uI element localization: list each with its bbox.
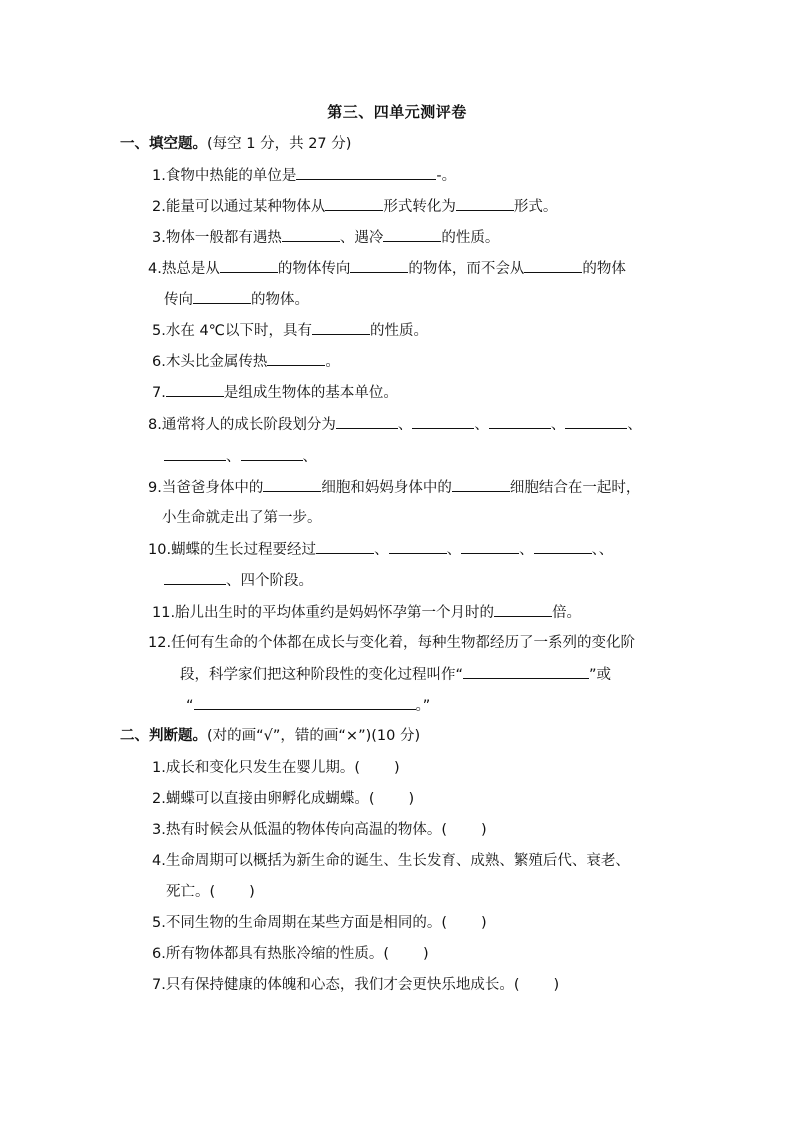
q7-text: 是组成生物体的基本单位。 [223,385,398,401]
section2-note: (对的画“√”，错的画“×”)(10 分) [207,728,421,744]
q12-text-3: ”或 [589,667,612,683]
q12-text-4: “ [186,698,194,714]
judge-3 [152,820,487,840]
q10-sep: 、 [374,542,389,558]
q10-sep: 、 [519,542,534,558]
q2-text-end: 形式。 [513,199,558,215]
section1-title: 一、填空题。 [120,136,207,152]
q4-text: 热总是从 [161,261,220,277]
q8-sep: 、 [302,449,317,465]
judge-6-text: 6.所有物体都具有热胀冷缩的性质。( [152,946,389,962]
question-2 [152,196,557,217]
q6-text: 木头比金属传热 [165,354,268,370]
q6-blank[interactable] [267,351,325,366]
q10-blank-4[interactable] [534,539,592,554]
q12-text-5: 。” [415,698,431,714]
q2-blank-1[interactable] [325,196,383,211]
q4-text-2: 的物体传向 [277,261,351,277]
judge-4-text-cont: 死亡。( [166,884,216,900]
question-12 [148,633,635,653]
section1-note: (每空 1 分，共 27 分) [207,136,352,152]
q2-text-mid: 形式转化为 [383,199,456,215]
q9-text: 当爸爸身体中的 [161,480,264,496]
question-8 [148,414,642,435]
q12-blank-1[interactable] [463,664,589,679]
q7-number: 7. [152,385,166,401]
q8-blank-5[interactable] [164,446,226,461]
q9-blank-2[interactable] [452,477,510,492]
q6-number: 6. [152,354,166,370]
q8-blank-1[interactable] [336,414,398,429]
q10-blank-1[interactable] [316,539,374,554]
q5-text: 水在 4℃以下时，具有 [165,323,312,339]
question-9-cont [162,508,322,528]
q4-blank-3[interactable] [524,258,582,273]
judge-6-close: ) [423,946,429,962]
judge-5-text: 5.不同生物的生命周期在某些方面是相同的。( [152,915,447,931]
q3-blank-1[interactable] [282,227,340,242]
q3-number: 3. [152,230,166,246]
q8-sep: 、 [550,417,566,433]
q1-text: 食物中热能的单位是 [165,168,297,184]
q3-text-end: 的性质。 [441,230,500,246]
judge-2-text: 2.蝴蝶可以直接由卵孵化成蝴蝶。( [152,791,375,807]
judge-5-close: ) [481,915,487,931]
q8-text: 通常将人的成长阶段划分为 [161,417,336,433]
q11-number: 11. [152,605,176,621]
judge-7-close: ) [553,977,560,993]
judge-7-text: 7.只有保持健康的体魄和心态，我们才会更快乐地成长。( [152,977,520,993]
judge-1-text: 1.成长和变化只发生在婴儿期。( [152,760,360,776]
q4-blank-2[interactable] [350,258,408,273]
page-title: 第三、四单元测评卷 [327,103,467,121]
question-6 [152,351,340,372]
q10-sep-double: 、、 [591,542,614,558]
q8-sep: 、 [226,449,241,465]
question-12-cont2 [186,695,430,716]
q8-sep: 、 [627,417,642,433]
q12-blank-2[interactable] [194,695,416,710]
q4-blank-1[interactable] [220,258,278,273]
judge-3-close: ) [481,822,487,838]
question-11 [152,602,581,623]
q11-blank[interactable] [494,602,552,617]
q8-blank-4[interactable] [565,414,627,429]
q1-number: 1. [152,168,166,184]
question-8-cont [164,446,317,467]
q8-blank-6[interactable] [241,446,303,461]
section1-heading [120,134,351,154]
judge-1 [152,758,400,778]
q2-text: 能量可以通过某种物体从 [165,199,326,215]
question-10-cont [164,570,313,591]
judge-4-cont [166,882,255,902]
question-5 [152,320,428,341]
section2-title: 二、判断题。 [120,728,207,744]
q12-text-2: 段，科学家们把这种阶段性的变化过程叫作“ [180,667,464,683]
judge-2-close: ) [408,791,415,807]
q4-text-4: 的物体 [582,261,626,277]
q3-text-mid: 、遇冷 [339,230,384,246]
judge-1-close: ) [394,760,400,776]
q4-text-3: 的物体，而不会从 [408,261,525,277]
judge-3-text: 3.热有时候会从低温的物体传向高温的物体。( [152,822,447,838]
q7-blank[interactable] [166,382,224,397]
question-9 [148,477,640,498]
q10-text-end: 、四个阶段。 [226,573,313,589]
q8-sep: 、 [397,417,413,433]
judge-4 [152,851,630,871]
q2-number: 2. [152,199,166,215]
judge-5 [152,913,487,933]
question-10 [148,539,613,560]
q8-blank-2[interactable] [412,414,474,429]
q10-number: 10. [148,542,172,558]
question-7 [152,382,398,403]
judge-4-text: 4.生命周期可以概括为新生命的诞生、生长发育、成熟、繁殖后代、衰老、 [152,853,630,869]
q5-text-end: 的性质。 [369,323,428,339]
question-1 [152,165,456,186]
q1-blank[interactable] [296,165,436,180]
q8-sep: 、 [474,417,489,433]
judge-4-close: ) [249,884,255,900]
q9-text-2: 细胞和妈妈身体中的 [321,480,452,496]
q5-number: 5. [152,323,166,339]
q1-text-end: -。 [436,168,457,184]
q10-text: 蝴蝶的生长过程要经过 [171,542,317,558]
q8-blank-3[interactable] [489,414,551,429]
q2-blank-2[interactable] [456,196,514,211]
q9-text-3: 细胞结合在一起时， [509,480,641,496]
q10-blank-2[interactable] [389,539,447,554]
q3-text: 物体一般都有遇热 [165,230,282,246]
q10-blank-5[interactable] [164,570,226,585]
question-4 [148,258,626,279]
judge-2 [152,789,414,809]
q4-number: 4. [148,261,162,277]
question-4-cont [164,289,309,310]
q4-text-6: 的物体。 [251,292,309,308]
judge-7 [152,975,559,995]
q3-blank-2[interactable] [383,227,441,242]
q11-text: 胎儿出生时的平均体重约是妈妈怀孕第一个月时的 [175,605,495,621]
q11-text-end: 倍。 [552,605,582,621]
q10-sep: 、 [446,542,462,558]
question-3 [152,227,499,248]
question-12-cont [180,664,611,685]
q4-text-5: 传向 [164,292,193,308]
q10-blank-3[interactable] [461,539,519,554]
q4-blank-4[interactable] [193,289,251,304]
q12-text: 任何有生命的个体都在成长与变化着，每种生物都经历了一系列的变化阶 [171,635,636,651]
q9-text-4: 小生命就走出了第一步。 [162,510,322,526]
q9-blank-1[interactable] [263,477,321,492]
q8-number: 8. [148,417,162,433]
q5-blank[interactable] [312,320,370,335]
judge-6 [152,944,429,964]
q9-number: 9. [148,480,162,496]
q12-number: 12. [148,635,172,651]
q6-text-end: 。 [325,354,340,370]
section2-heading [120,726,420,746]
